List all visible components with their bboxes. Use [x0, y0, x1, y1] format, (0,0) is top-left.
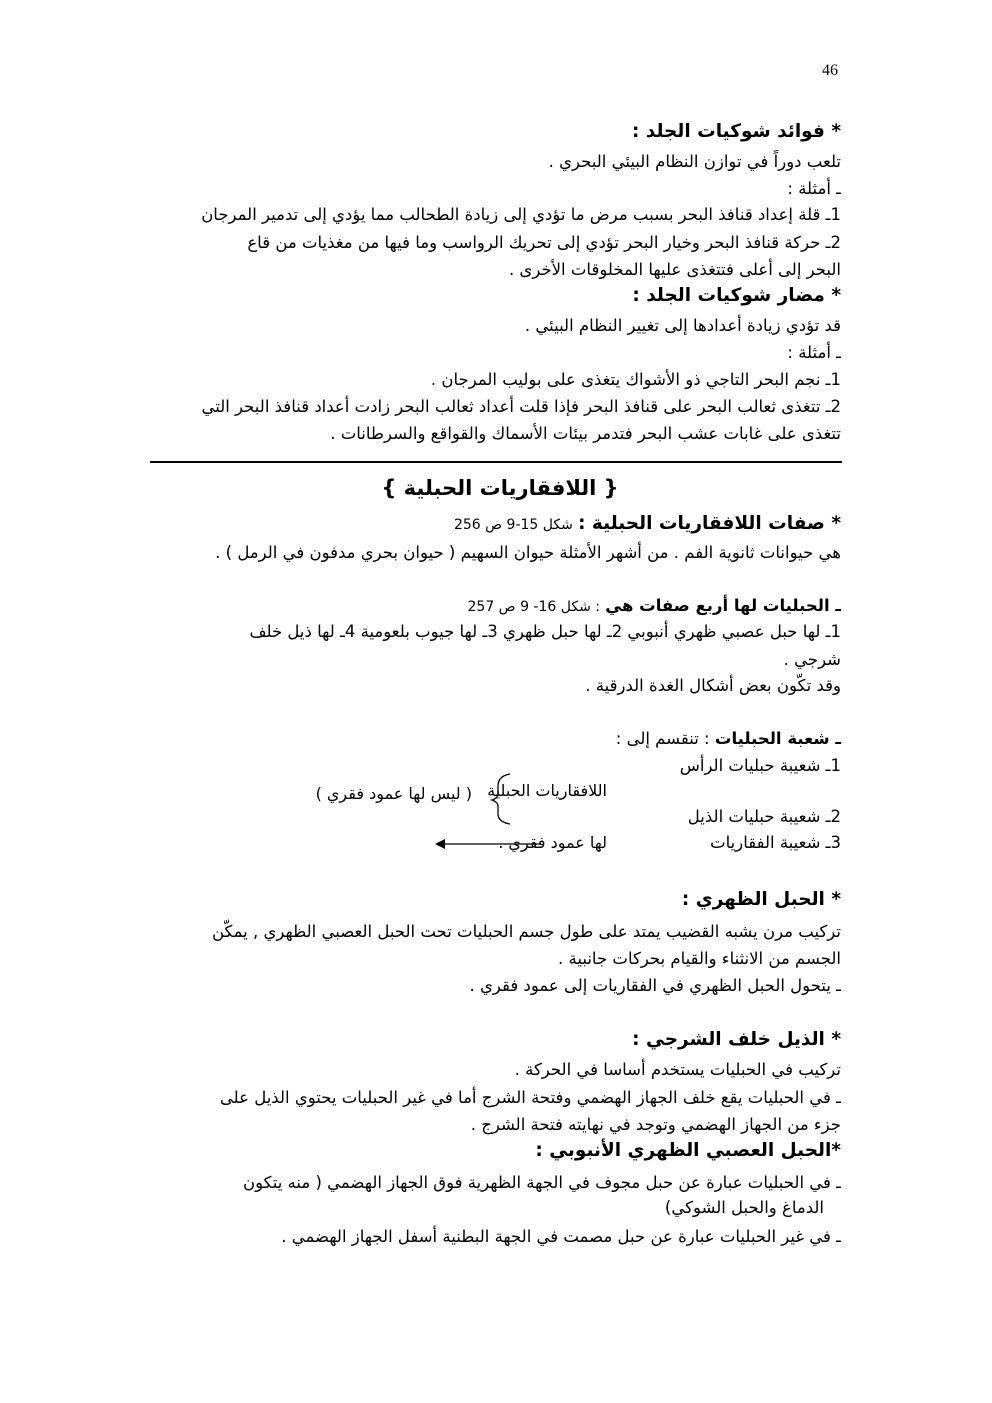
- section-divider: [150, 461, 842, 463]
- section-heading: * فوائد شوكيات الجلد :: [631, 121, 841, 142]
- four-features-line: [468, 594, 842, 619]
- text-line: تتغذى على غابات عشب البحر فتدمر بيئات الأسماك والقواقع والسرطانات .: [330, 424, 841, 443]
- four-features-ref: : شكل 16- 9 ص 257: [467, 599, 601, 615]
- page-number: 46: [822, 62, 838, 79]
- classification-bracket: [470, 772, 530, 832]
- text-line: 3ـ شعيبة الفقاريات: [710, 833, 841, 852]
- vertebrates-label: لها عمود فقري .: [498, 833, 607, 852]
- text-line: 1ـ قلة إعداد قنافذ البحر بسبب مرض ما تؤدي إلى زيادة الطحالب مما يؤدي إلى تدمير المرجان: [201, 205, 841, 224]
- phylum-line: [616, 727, 841, 751]
- four-features-heading: ـ الحبليات لها أربع صفات هي: [605, 596, 841, 615]
- text-line: 1ـ نجم البحر التاجي ذو الأشواك يتغذى على بوليب المرجان .: [430, 370, 841, 389]
- text-line: تركيب في الحبليات يستخدم أساسا في الحركة .: [514, 1060, 841, 1079]
- phylum-rest: : تنقسم إلى :: [615, 729, 710, 748]
- text-line: ـ أمثلة :: [787, 179, 841, 198]
- text-line: شرجي .: [783, 650, 841, 669]
- text-line: 1ـ شعيبة حبليات الرأس: [679, 756, 841, 775]
- text-line: 2ـ حركة قنافذ البحر وخيار البحر تؤدي إلى تحريك الرواسب وما فيها من مغذيات من قاع: [247, 233, 841, 252]
- features-heading: * صفات اللافقاريات الحبلية :: [578, 513, 841, 534]
- text-line: ـ في الحبليات يقع خلف الجهاز الهضمي وفتحة الشرج أما في غير الحبليات يحتوي الذيل على: [219, 1088, 841, 1107]
- section-title: { اللافقاريات الحبلية }: [381, 476, 619, 500]
- text-line: تركيب مرن يشبه القضيب يمتد على طول جسم الحبليات تحت الحبل العصبي الظهري , يمكّن: [211, 922, 841, 941]
- text-line: ـ يتحول الحبل الظهري في الفقاريات إلى عمود فقري .: [469, 976, 841, 995]
- section-heading: * الحبل الظهري :: [681, 889, 841, 910]
- text-line: الجسم من الانثناء والقيام بحركات جانبية .: [558, 949, 841, 968]
- text-line: البحر إلى أعلى فتتغذى عليها المخلوقات الأخرى .: [508, 260, 841, 279]
- invert-chordates-label: اللافقاريات الحبلية: [487, 781, 607, 800]
- text-line: ـ في غير الحبليات عبارة عن حبل مصمت في الجهة البطنية أسفل الجهاز الهضمي .: [281, 1227, 841, 1246]
- features-heading-line: [454, 512, 841, 537]
- text-line: الدماغ والحبل الشوكي): [664, 1198, 824, 1217]
- invert-chordates-note: ( ليس لها عمود فقري ): [315, 784, 472, 803]
- phylum-heading: ـ شعبة الحبليات: [714, 729, 841, 748]
- section-heading: *الحبل العصبي الظهري الأنبوبي :: [535, 1140, 841, 1161]
- section-heading: * الذيل خلف الشرجي :: [632, 1029, 841, 1050]
- text-line: 2ـ شعيبة حبليات الذيل: [687, 807, 841, 826]
- text-line: 1ـ لها حبل عصبي ظهري أنبوبي 2ـ لها حبل ظهري 3ـ لها جيوب بلعومية 4ـ لها ذيل خلف: [249, 622, 841, 641]
- features-ref: شكل 15-9 ص 256: [453, 517, 573, 533]
- text-line: وقد تكّون بعض أشكال الغدة الدرقية .: [585, 676, 841, 695]
- text-line: ـ أمثلة :: [787, 343, 841, 362]
- text-line: 2ـ تتغذى ثعالب البحر على قنافذ البحر فإذا قلت أعداد ثعالب البحر زادت أعداد قنافذ البحر التي: [201, 397, 841, 416]
- text-line: هي حيوانات ثانوية الفم . من أشهر الأمثلة حيوان السهيم ( حيوان بحري مدفون في الرمل ) .: [215, 543, 841, 562]
- arrow-left-icon: [435, 837, 545, 851]
- text-line: ـ في الحبليات عبارة عن حبل مجوف في الجهة الظهرية فوق الجهاز الهضمي ( منه يتكون: [242, 1173, 841, 1192]
- text-line: قد تؤدي زيادة أعدادها إلى تغيير النظام البيئي .: [524, 316, 841, 335]
- text-line: جزء من الجهاز الهضمي وتوجد في نهايته فتحة الشرج .: [470, 1115, 841, 1134]
- text-line: تلعب دوراً في توازن النظام البيئي البحري .: [548, 152, 841, 171]
- section-heading: * مضار شوكيات الجلد :: [632, 285, 841, 306]
